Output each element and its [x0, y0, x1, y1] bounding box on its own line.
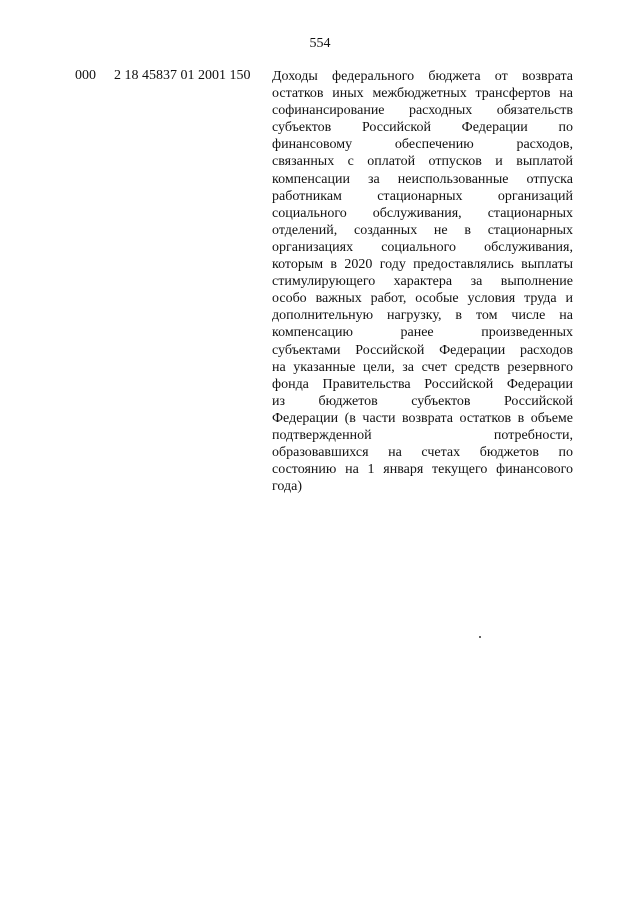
description-line: стимулирующего характера за выполнение [272, 274, 573, 290]
description-line: компенсации за неиспользованные отпуска [272, 171, 573, 187]
admin-code: 000 [75, 68, 96, 83]
description-line: организациях социального обслуживания, [272, 239, 573, 255]
description-line: дополнительную нагрузку, в том числе на [272, 308, 573, 324]
description-line: образовавшихся на счетах бюджетов по [272, 445, 573, 461]
description-line: Федерации (в части возврата остатков в объеме [272, 410, 573, 426]
budget-classification-code: 2 18 45837 01 2001 150 [114, 68, 251, 83]
description-line: финансовому обеспечению расходов, [272, 137, 573, 153]
description-line: фонда Правительства Российской Федерации [272, 376, 573, 392]
description-line: работникам стационарных организаций [272, 188, 573, 204]
scan-artifact-dot [479, 636, 481, 638]
description-line: Доходы федерального бюджета от возврата [272, 69, 573, 84]
description-line: года) [272, 479, 302, 495]
income-description [272, 68, 573, 495]
description-line: которым в 2020 году предоставлялись выплаты [272, 257, 573, 273]
description-line: субъектов Российской Федерации по [272, 120, 573, 136]
page-number: 554 [309, 36, 331, 51]
description-line: социального обслуживания, стационарных [272, 205, 573, 221]
description-line: особо важных работ, особые условия труда и [272, 291, 573, 307]
description-line: из бюджетов субъектов Российской [272, 393, 573, 409]
description-line: компенсацию ранее произведенных [272, 325, 573, 341]
description-line: подтвержденной потребности, [272, 427, 573, 443]
description-line: софинансирование расходных обязательств [272, 103, 573, 119]
description-line: остатков иных межбюджетных трансфертов на [272, 86, 573, 102]
description-line: отделений, созданных не в стационарных [272, 222, 573, 238]
description-line: на указанные цели, за счет средств резервного [272, 359, 573, 375]
description-line: субъектами Российской Федерации расходов [272, 342, 573, 358]
description-line: состоянию на 1 января текущего финансового [272, 462, 573, 478]
description-line: связанных с оплатой отпусков и выплатой [272, 154, 573, 170]
